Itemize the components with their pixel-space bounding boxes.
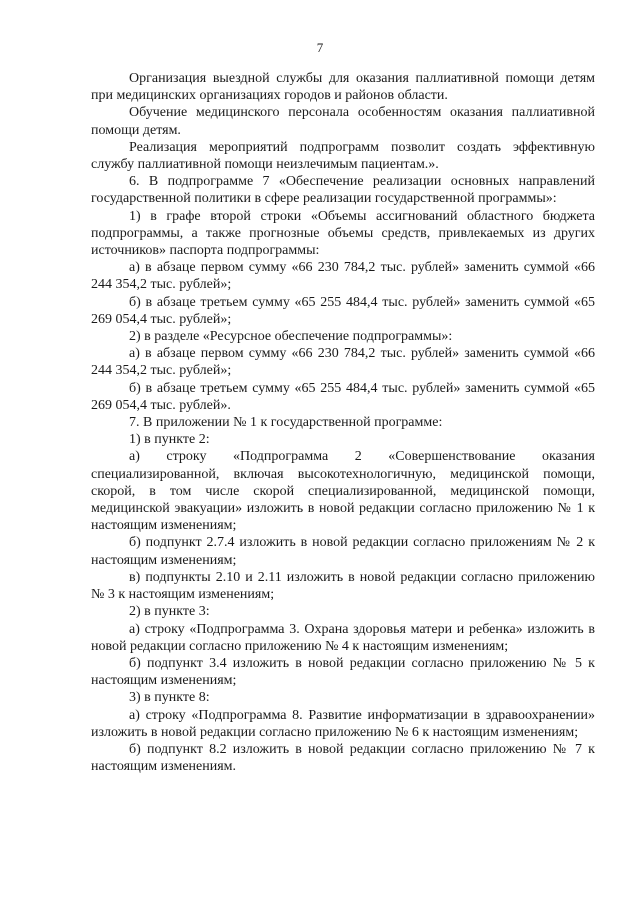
paragraph: Реализация мероприятий подпрограмм позволит создать эффективную службу паллиативной помощи неизлечимым пациентам.».	[91, 139, 595, 173]
paragraph: б) подпункт 8.2 изложить в новой редакции согласно приложению № 7 к настоящим изменениям.	[91, 741, 595, 775]
paragraph: а) в абзаце первом сумму «66 230 784,2 тыс. рублей» заменить суммой «66 244 354,2 тыс. рублей»;	[91, 346, 595, 379]
paragraph: б) подпункт 2.7.4 изложить в новой редакции согласно приложениям № 2 к настоящим изменениям;	[91, 535, 595, 568]
page-number: 7	[316, 40, 324, 55]
paragraph: 3) в пункте 8:	[129, 690, 210, 706]
paragraph: в) подпункты 2.10 и 2.11 изложить в новой редакции согласно приложению № 3 к настоящим изменениям;	[91, 569, 595, 603]
paragraph: 2) в пункте 3:	[129, 604, 210, 620]
paragraph: 2) в разделе «Ресурсное обеспечение подпрограммы»:	[129, 329, 453, 345]
paragraph: Обучение медицинского персонала особенностям оказания паллиативной помощи детям.	[91, 105, 595, 138]
paragraph: а) в абзаце первом сумму «66 230 784,2 тыс. рублей» заменить суммой «66 244 354,2 тыс. рублей»;	[91, 260, 595, 293]
paragraph: Организация выездной службы для оказания паллиативной помощи детям при медицинских организациях городов и районов области.	[91, 71, 595, 104]
paragraph: 1) в графе второй строки «Объемы ассигнований областного бюджета подпрограммы, а также прогнозные объемы средств, привлекаемых из других источников» паспорта подпрограммы:	[91, 208, 595, 259]
paragraph: 1) в пункте 2:	[129, 432, 210, 448]
paragraph: 7. В приложении № 1 к государственной программе:	[129, 415, 443, 431]
paragraph: а) строку «Подпрограмма 8. Развитие информатизации в здравоохранении» изложить в новой редакции согласно приложению № 6 к настоящим изменениям;	[91, 707, 595, 740]
paragraph: б) в абзаце третьем сумму «65 255 484,4 тыс. рублей» заменить суммой «65 269 054,4 тыс. рублей»;	[91, 294, 595, 327]
paragraph: 6. В подпрограмме 7 «Обеспечение реализации основных направлений государственной политики в сфере реализации государственной программы»:	[91, 174, 595, 207]
paragraph: а) строку «Подпрограмма 3. Охрана здоровья матери и ребенка» изложить в новой редакции согласно приложению № 4 к настоящим изменениям;	[91, 621, 595, 654]
paragraph: а) строку «Подпрограмма 2 «Совершенствование оказания специализированной, включая высокотехнологичную, медицинской помощи, скорой, в том числе скорой специализированной, медицинской помощи, медицинской эвакуации» изложить в новой редакции согласно приложению № 1 к настоящим изменениям;	[91, 449, 595, 534]
document-body	[91, 70, 595, 775]
paragraph: б) в абзаце третьем сумму «65 255 484,4 тыс. рублей» заменить суммой «65 269 054,4 тыс. рублей».	[91, 380, 595, 413]
paragraph: б) подпункт 3.4 изложить в новой редакции согласно приложению № 5 к настоящим изменениям;	[91, 655, 595, 689]
